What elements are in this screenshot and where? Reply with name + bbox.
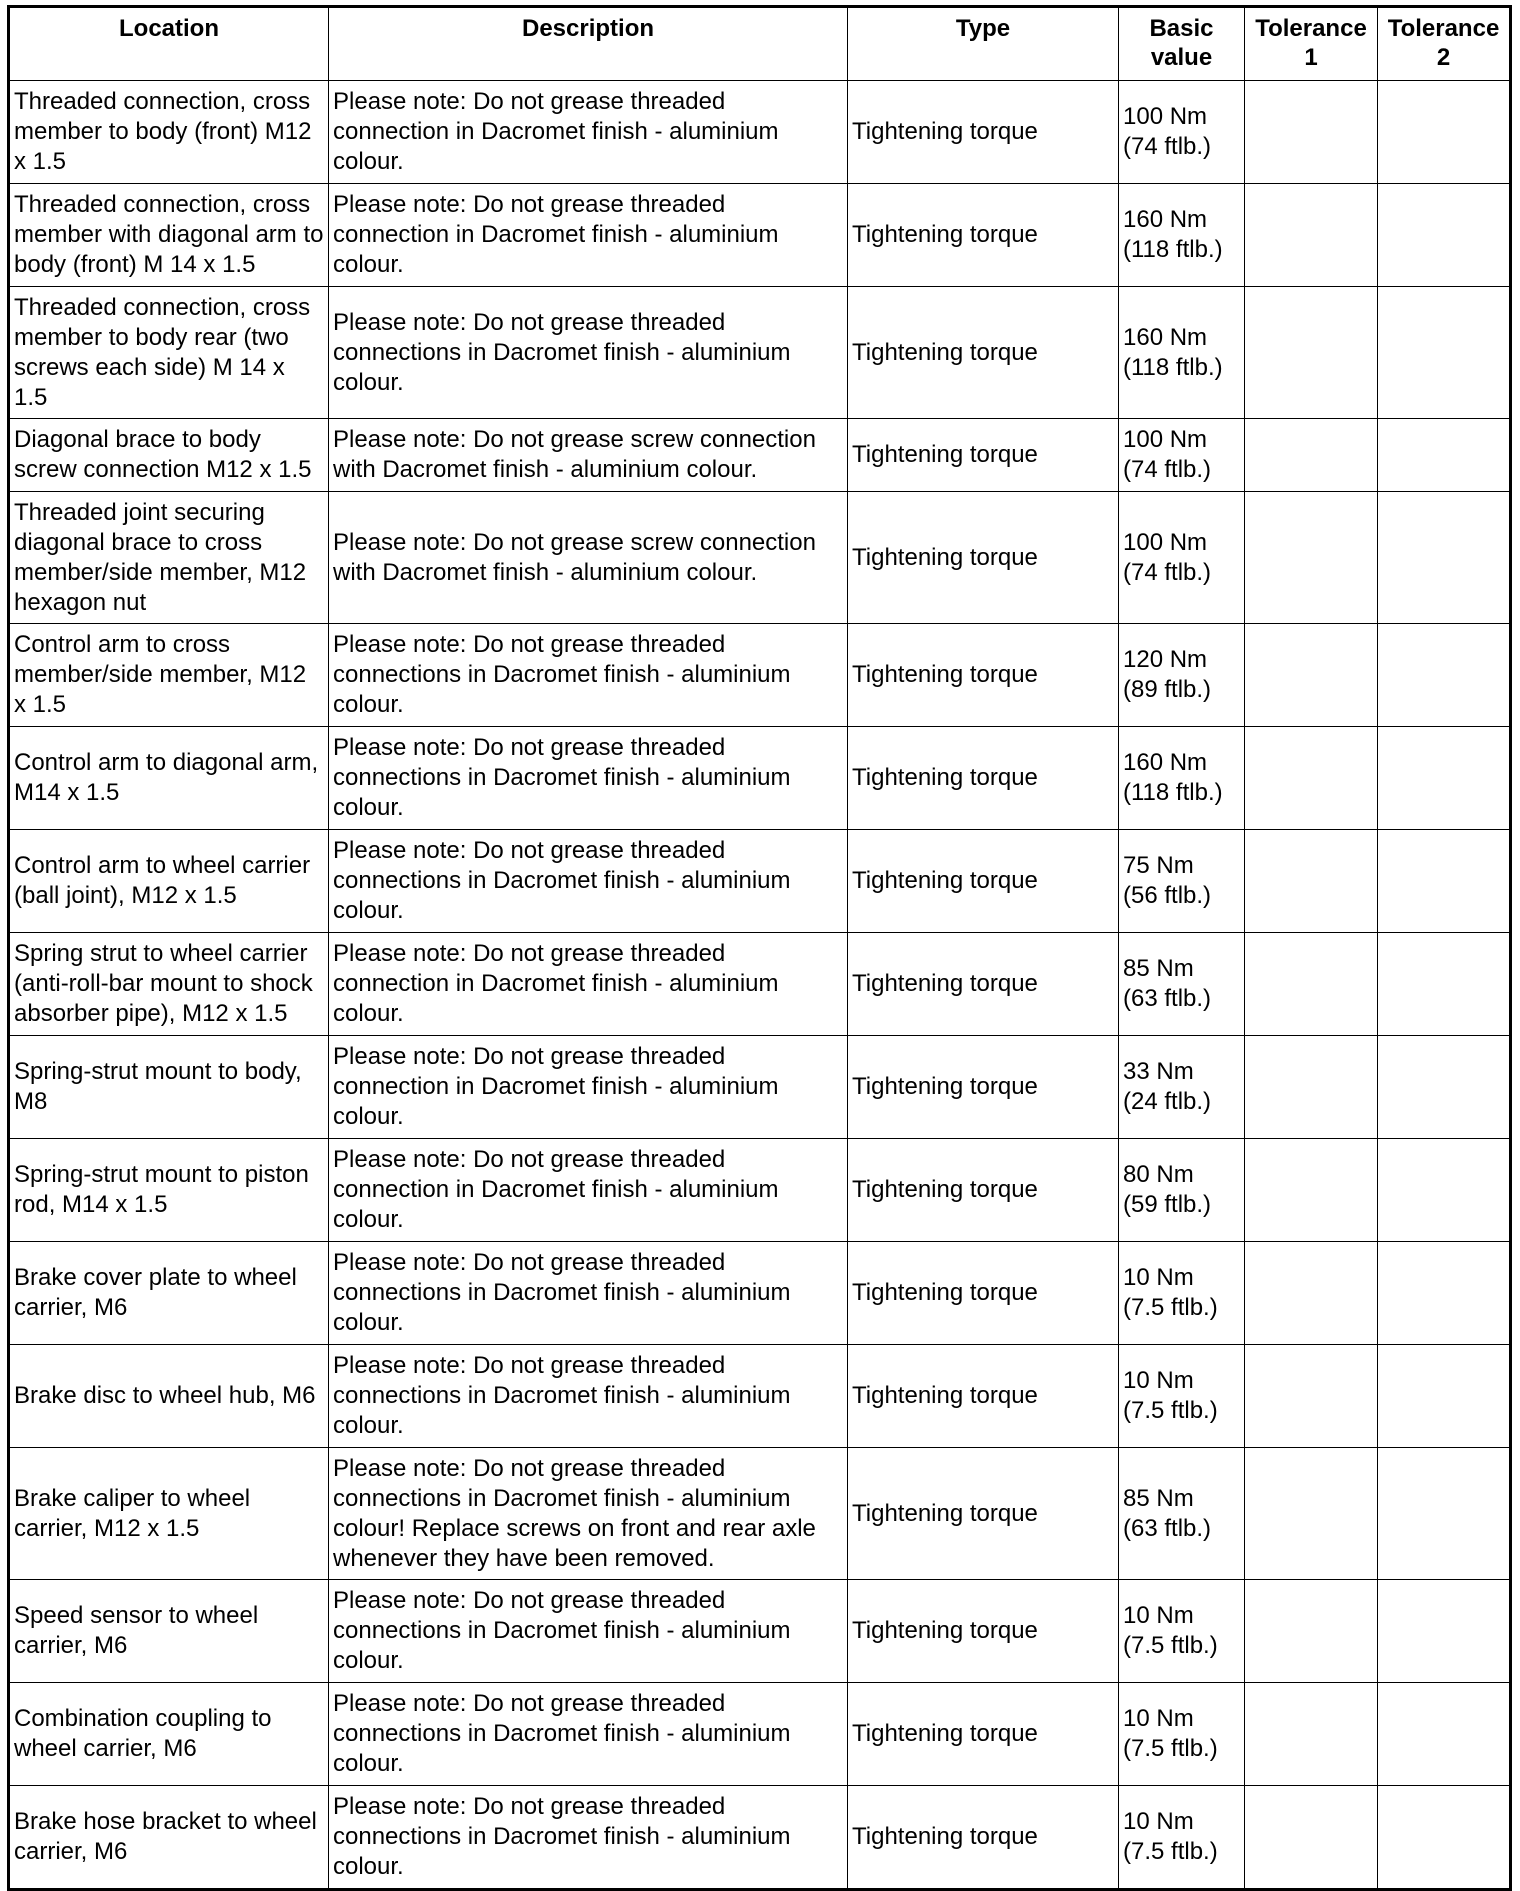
- cell-tolerance-1: [1245, 1580, 1378, 1683]
- cell-tolerance-1: [1245, 727, 1378, 830]
- cell-tolerance-1: [1245, 1786, 1378, 1890]
- cell-type: Tightening torque: [848, 184, 1119, 287]
- table-row: [9, 1345, 1511, 1448]
- cell-basic-value: 120 Nm (89 ftlb.): [1119, 624, 1245, 727]
- cell-description: Please note: Do not grease threaded connections in Dacromet finish - aluminium colour! Replace screws on front and rear axle whenever they have been removed.: [329, 1448, 848, 1580]
- table-row: [9, 1139, 1511, 1242]
- table-row: [9, 1448, 1511, 1580]
- header-type: Type: [848, 7, 1119, 81]
- cell-tolerance-2: [1378, 1786, 1511, 1890]
- cell-type: Tightening torque: [848, 287, 1119, 419]
- torque-spec-table: [7, 5, 1512, 1891]
- cell-tolerance-1: [1245, 933, 1378, 1036]
- cell-tolerance-2: [1378, 1139, 1511, 1242]
- cell-type: Tightening torque: [848, 1036, 1119, 1139]
- table-row: [9, 830, 1511, 933]
- cell-description: Please note: Do not grease threaded connections in Dacromet finish - aluminium colour.: [329, 624, 848, 727]
- cell-type: Tightening torque: [848, 492, 1119, 624]
- cell-description: Please note: Do not grease threaded connection in Dacromet finish - aluminium colour.: [329, 81, 848, 184]
- table-body: [9, 81, 1511, 1890]
- cell-tolerance-1: [1245, 1036, 1378, 1139]
- cell-location: Diagonal brace to body screw connection M12 x 1.5: [9, 419, 329, 492]
- table-row: [9, 1242, 1511, 1345]
- table-row: [9, 624, 1511, 727]
- cell-tolerance-2: [1378, 81, 1511, 184]
- cell-location: Threaded joint securing diagonal brace to cross member/side member, M12 hexagon nut: [9, 492, 329, 624]
- table-row: [9, 1683, 1511, 1786]
- cell-basic-value: 85 Nm (63 ftlb.): [1119, 933, 1245, 1036]
- cell-description: Please note: Do not grease threaded connection in Dacromet finish - aluminium colour.: [329, 1139, 848, 1242]
- cell-location: Threaded connection, cross member with diagonal arm to body (front) M 14 x 1.5: [9, 184, 329, 287]
- cell-location: Combination coupling to wheel carrier, M6: [9, 1683, 329, 1786]
- cell-tolerance-2: [1378, 184, 1511, 287]
- cell-tolerance-2: [1378, 1242, 1511, 1345]
- table-row: [9, 184, 1511, 287]
- cell-tolerance-2: [1378, 727, 1511, 830]
- cell-basic-value: 160 Nm (118 ftlb.): [1119, 287, 1245, 419]
- cell-type: Tightening torque: [848, 1242, 1119, 1345]
- cell-basic-value: 10 Nm (7.5 ftlb.): [1119, 1786, 1245, 1890]
- cell-description: Please note: Do not grease threaded connections in Dacromet finish - aluminium colour.: [329, 1580, 848, 1683]
- table-header: [9, 7, 1511, 81]
- cell-tolerance-2: [1378, 1036, 1511, 1139]
- cell-type: Tightening torque: [848, 933, 1119, 1036]
- header-tolerance-2: Tolerance 2: [1378, 7, 1511, 81]
- cell-tolerance-2: [1378, 624, 1511, 727]
- cell-tolerance-1: [1245, 287, 1378, 419]
- cell-location: Brake caliper to wheel carrier, M12 x 1.5: [9, 1448, 329, 1580]
- cell-tolerance-1: [1245, 1448, 1378, 1580]
- cell-tolerance-1: [1245, 1242, 1378, 1345]
- cell-type: Tightening torque: [848, 419, 1119, 492]
- cell-description: Please note: Do not grease threaded connections in Dacromet finish - aluminium colour.: [329, 287, 848, 419]
- cell-tolerance-1: [1245, 1683, 1378, 1786]
- cell-location: Spring-strut mount to body, M8: [9, 1036, 329, 1139]
- cell-tolerance-2: [1378, 492, 1511, 624]
- header-row: [9, 7, 1511, 81]
- table-row: [9, 933, 1511, 1036]
- cell-location: Threaded connection, cross member to body (front) M12 x 1.5: [9, 81, 329, 184]
- cell-location: Control arm to diagonal arm, M14 x 1.5: [9, 727, 329, 830]
- cell-tolerance-1: [1245, 1345, 1378, 1448]
- cell-location: Spring strut to wheel carrier (anti-roll-bar mount to shock absorber pipe), M12 x 1.5: [9, 933, 329, 1036]
- cell-location: Control arm to wheel carrier (ball joint), M12 x 1.5: [9, 830, 329, 933]
- cell-tolerance-2: [1378, 1448, 1511, 1580]
- cell-description: Please note: Do not grease threaded connection in Dacromet finish - aluminium colour.: [329, 1036, 848, 1139]
- cell-tolerance-2: [1378, 1683, 1511, 1786]
- cell-tolerance-2: [1378, 419, 1511, 492]
- cell-type: Tightening torque: [848, 1786, 1119, 1890]
- table-row: [9, 419, 1511, 492]
- cell-location: Brake cover plate to wheel carrier, M6: [9, 1242, 329, 1345]
- table-row: [9, 1786, 1511, 1890]
- cell-basic-value: 33 Nm (24 ftlb.): [1119, 1036, 1245, 1139]
- cell-type: Tightening torque: [848, 1345, 1119, 1448]
- cell-tolerance-1: [1245, 1139, 1378, 1242]
- cell-type: Tightening torque: [848, 1448, 1119, 1580]
- cell-description: Please note: Do not grease threaded connections in Dacromet finish - aluminium colour.: [329, 1786, 848, 1890]
- cell-basic-value: 85 Nm (63 ftlb.): [1119, 1448, 1245, 1580]
- cell-type: Tightening torque: [848, 1139, 1119, 1242]
- cell-basic-value: 10 Nm (7.5 ftlb.): [1119, 1345, 1245, 1448]
- table-row: [9, 1580, 1511, 1683]
- header-basic-value: Basic value: [1119, 7, 1245, 81]
- cell-basic-value: 75 Nm (56 ftlb.): [1119, 830, 1245, 933]
- cell-type: Tightening torque: [848, 727, 1119, 830]
- cell-basic-value: 10 Nm (7.5 ftlb.): [1119, 1683, 1245, 1786]
- cell-tolerance-1: [1245, 419, 1378, 492]
- cell-tolerance-1: [1245, 81, 1378, 184]
- cell-tolerance-2: [1378, 287, 1511, 419]
- table-row: [9, 727, 1511, 830]
- cell-tolerance-2: [1378, 830, 1511, 933]
- header-location: Location: [9, 7, 329, 81]
- cell-tolerance-1: [1245, 830, 1378, 933]
- cell-basic-value: 80 Nm (59 ftlb.): [1119, 1139, 1245, 1242]
- cell-description: Please note: Do not grease threaded connections in Dacromet finish - aluminium colour.: [329, 1242, 848, 1345]
- table-row: [9, 81, 1511, 184]
- cell-description: Please note: Do not grease threaded connection in Dacromet finish - aluminium colour.: [329, 184, 848, 287]
- cell-tolerance-2: [1378, 1345, 1511, 1448]
- cell-basic-value: 100 Nm (74 ftlb.): [1119, 419, 1245, 492]
- header-description: Description: [329, 7, 848, 81]
- cell-basic-value: 160 Nm (118 ftlb.): [1119, 184, 1245, 287]
- cell-description: Please note: Do not grease threaded connection in Dacromet finish - aluminium colour.: [329, 933, 848, 1036]
- cell-type: Tightening torque: [848, 1683, 1119, 1786]
- cell-description: Please note: Do not grease threaded connections in Dacromet finish - aluminium colour.: [329, 1683, 848, 1786]
- cell-description: Please note: Do not grease screw connection with Dacromet finish - aluminium colour.: [329, 492, 848, 624]
- cell-basic-value: 100 Nm (74 ftlb.): [1119, 81, 1245, 184]
- cell-tolerance-1: [1245, 624, 1378, 727]
- cell-type: Tightening torque: [848, 830, 1119, 933]
- cell-description: Please note: Do not grease threaded connections in Dacromet finish - aluminium colour.: [329, 830, 848, 933]
- cell-basic-value: 10 Nm (7.5 ftlb.): [1119, 1580, 1245, 1683]
- cell-tolerance-2: [1378, 933, 1511, 1036]
- cell-location: Control arm to cross member/side member, M12 x 1.5: [9, 624, 329, 727]
- cell-tolerance-1: [1245, 184, 1378, 287]
- cell-basic-value: 10 Nm (7.5 ftlb.): [1119, 1242, 1245, 1345]
- cell-location: Threaded connection, cross member to body rear (two screws each side) M 14 x 1.5: [9, 287, 329, 419]
- cell-basic-value: 160 Nm (118 ftlb.): [1119, 727, 1245, 830]
- cell-tolerance-2: [1378, 1580, 1511, 1683]
- cell-type: Tightening torque: [848, 1580, 1119, 1683]
- cell-description: Please note: Do not grease screw connection with Dacromet finish - aluminium colour.: [329, 419, 848, 492]
- cell-location: Brake hose bracket to wheel carrier, M6: [9, 1786, 329, 1890]
- cell-type: Tightening torque: [848, 624, 1119, 727]
- header-tolerance-1: Tolerance 1: [1245, 7, 1378, 81]
- table-row: [9, 492, 1511, 624]
- cell-location: Spring-strut mount to piston rod, M14 x 1.5: [9, 1139, 329, 1242]
- table-row: [9, 1036, 1511, 1139]
- cell-description: Please note: Do not grease threaded connections in Dacromet finish - aluminium colour.: [329, 1345, 848, 1448]
- cell-type: Tightening torque: [848, 81, 1119, 184]
- cell-location: Speed sensor to wheel carrier, M6: [9, 1580, 329, 1683]
- cell-tolerance-1: [1245, 492, 1378, 624]
- cell-location: Brake disc to wheel hub, M6: [9, 1345, 329, 1448]
- cell-description: Please note: Do not grease threaded connections in Dacromet finish - aluminium colour.: [329, 727, 848, 830]
- cell-basic-value: 100 Nm (74 ftlb.): [1119, 492, 1245, 624]
- table-row: [9, 287, 1511, 419]
